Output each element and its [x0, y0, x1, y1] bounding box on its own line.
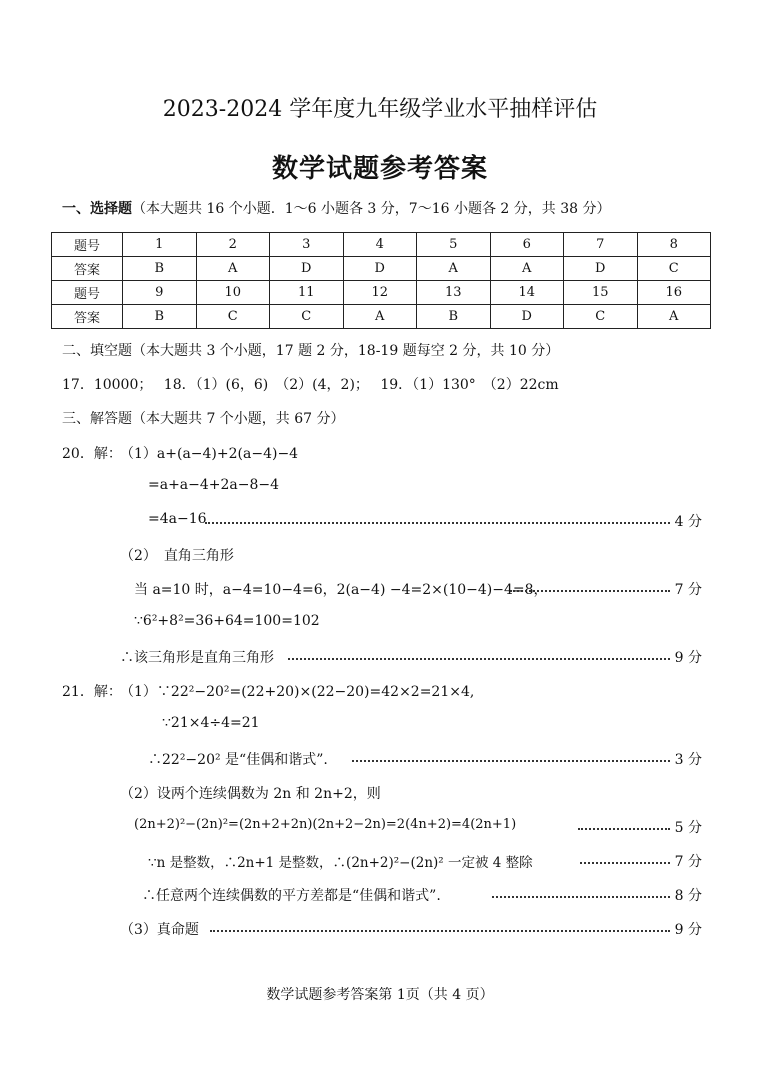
q21-line6: ∵n 是整数，∴2n+1 是整数，∴(2n+2)²−(2n)² 一定被 4 整除 [148, 855, 533, 871]
table-cell: B [417, 305, 491, 329]
table-cell: 16 [637, 281, 711, 305]
q21-line8: （3）真命题 [120, 922, 199, 938]
page-title: 2023-2024 学年度九年级学业水平抽样评估 [162, 97, 598, 122]
table-cell: 题号 [52, 281, 123, 305]
table-row [52, 281, 711, 305]
table-cell: 3 [270, 233, 344, 257]
dot-leader [578, 828, 670, 830]
table-cell: 14 [490, 281, 564, 305]
q20-line6: ∵6²+8²=36+64=100=102 [134, 613, 320, 629]
table-cell: A [417, 257, 491, 281]
table-cell: B [123, 305, 197, 329]
table-cell: D [490, 305, 564, 329]
table-cell: 13 [417, 281, 491, 305]
score: 7 分 [674, 854, 702, 870]
score: 7 分 [674, 582, 702, 598]
section1-note: （本大题共 16 个小题．1～6 小题各 3 分，7～16 小题各 2 分，共 38 分） [132, 201, 611, 217]
score: 9 分 [674, 650, 702, 666]
table-cell: 11 [270, 281, 344, 305]
table-cell: A [637, 305, 711, 329]
section2-answers: 17．10000； 18．（1）(6，6) （2）(4，2)； 19．（1）130° （2）22cm [62, 377, 559, 393]
table-cell: 6 [490, 233, 564, 257]
q20-line1: （1）a+(a−4)+2(a−4)−4 [120, 446, 299, 462]
table-row [52, 305, 711, 329]
table-cell: 12 [343, 281, 417, 305]
answer-table [51, 232, 711, 329]
table-cell: 7 [564, 233, 638, 257]
dot-leader [510, 590, 670, 592]
table-cell: 1 [123, 233, 197, 257]
score: 3 分 [674, 752, 702, 768]
section2-heading: 二、填空题（本大题共 3 个小题，17 题 2 分，18-19 题每空 2 分，共 10 分） [62, 343, 560, 359]
table-cell: C [564, 305, 638, 329]
table-cell: D [343, 257, 417, 281]
q21-line2: ∵21×4÷4=21 [162, 715, 260, 731]
score: 9 分 [674, 922, 702, 938]
table-cell: A [490, 257, 564, 281]
section1-heading [62, 198, 610, 218]
section1-label: 一、选择题 [62, 201, 132, 217]
table-cell: 10 [196, 281, 270, 305]
q21-line5: (2n+2)²−(2n)²=(2n+2+2n)(2n+2−2n)=2(4n+2)=4(2n+1) [134, 817, 517, 832]
table-cell: A [343, 305, 417, 329]
page-subtitle: 数学试题参考答案 [271, 154, 488, 184]
page-footer: 数学试题参考答案第 1页（共 4 页） [266, 987, 494, 1003]
table-cell: B [123, 257, 197, 281]
q20-label: 20．解： [62, 446, 122, 462]
q21-line4: （2）设两个连续偶数为 2n 和 2n+2，则 [120, 786, 381, 802]
table-cell: 8 [637, 233, 711, 257]
section3-heading: 三、解答题（本大题共 7 个小题，共 67 分） [62, 411, 345, 427]
table-cell: 答案 [52, 257, 123, 281]
table-cell: 2 [196, 233, 270, 257]
table-cell: 答案 [52, 305, 123, 329]
q20-line7: ∴该三角形是直角三角形 [120, 650, 274, 666]
table-cell: D [564, 257, 638, 281]
q21-line3: ∴22²−20² 是“佳偶和谐式”. [148, 752, 328, 768]
table-cell: 5 [417, 233, 491, 257]
score: 4 分 [674, 514, 702, 530]
table-row [52, 257, 711, 281]
q20-line3: =4a−16 [148, 511, 207, 527]
table-cell: C [196, 305, 270, 329]
dot-leader [492, 896, 670, 898]
q20-line5: 当 a=10 时，a−4=10−4=6，2(a−4) −4=2×(10−4)−4=8， [134, 582, 548, 598]
q21-line1: （1）∵22²−20²=(22+20)×(22−20)=42×2=21×4, [120, 684, 475, 700]
dot-leader [288, 658, 670, 660]
dot-leader [205, 522, 670, 524]
table-cell: 题号 [52, 233, 123, 257]
score: 8 分 [674, 888, 702, 904]
table-cell: C [270, 305, 344, 329]
table-row [52, 233, 711, 257]
table-cell: A [196, 257, 270, 281]
q20-line4: （2） 直角三角形 [120, 548, 234, 564]
score: 5 分 [674, 820, 702, 836]
table-cell: 4 [343, 233, 417, 257]
table-cell: 9 [123, 281, 197, 305]
q21-label: 21．解： [62, 684, 122, 700]
table-cell: C [637, 257, 711, 281]
dot-leader [352, 760, 670, 762]
q20-line2: =a+a−4+2a−8−4 [148, 477, 280, 493]
table-cell: 15 [564, 281, 638, 305]
dot-leader [210, 930, 670, 932]
table-cell: D [270, 257, 344, 281]
dot-leader [580, 862, 670, 864]
q21-line7: ∴任意两个连续偶数的平方差都是“佳偶和谐式”. [142, 888, 441, 904]
